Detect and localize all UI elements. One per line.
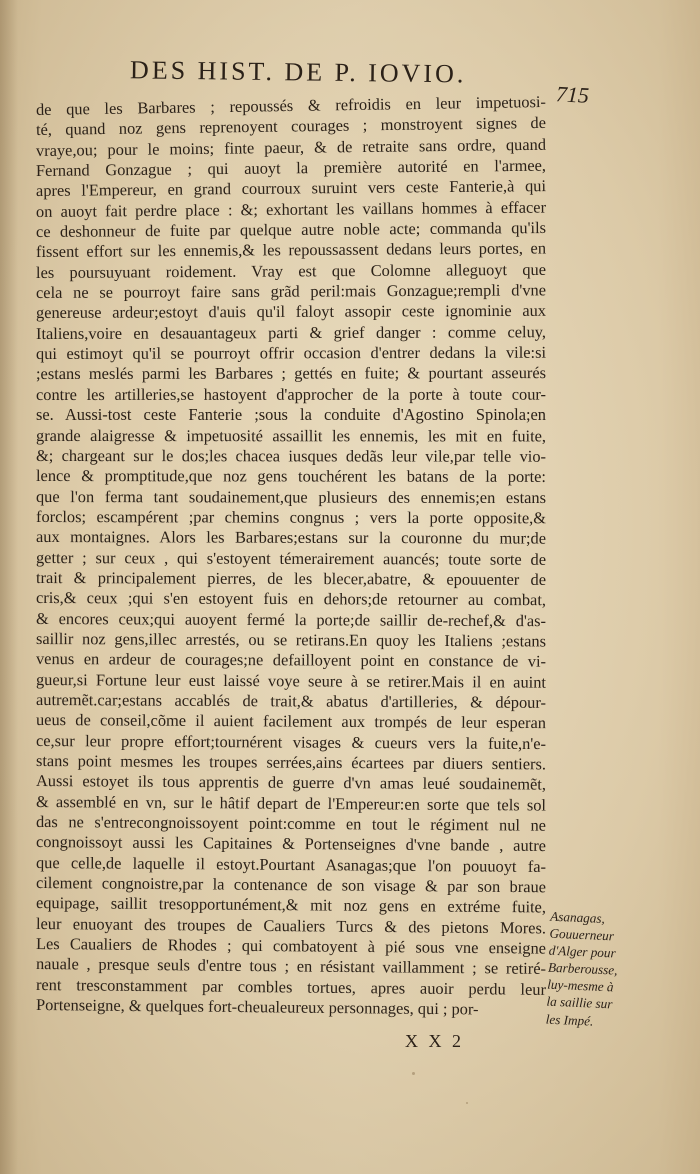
text-line: venus en ardeur de courages;ne defailloyent point en constance de vi- xyxy=(35,649,547,671)
text-line: ce,sur leur propre effort;tournérent visages & cueurs vers la fuite,n'e- xyxy=(35,730,547,753)
text-line: que l'on ferma tant soudainement,que plusieurs des ennemis;en estans xyxy=(35,486,547,507)
margin-note-line: Barberousse, xyxy=(547,959,618,978)
body-text xyxy=(35,91,547,1019)
text-line: Aussi estoyet ils tous apprentis de guerre d'vn amas leué soudainemẽt, xyxy=(35,771,547,794)
text-line: Portenseigne, & quelques fort-cheualeureux personnages, qui ; por- xyxy=(35,995,479,1019)
text-line: das ne s'entrecongnoissoyent point:comme en tout le régiment nul ne xyxy=(35,812,547,835)
text-line: Fernand Gonzague ; qui auoyt la première autorité en l'armee, xyxy=(35,155,547,181)
binding-gutter xyxy=(0,0,18,1174)
paper-speck xyxy=(466,1102,468,1104)
text-line: Italiens,voire en desauantageux parti & grief danger : comme celuy, xyxy=(35,322,547,343)
text-line: que celle,de laquelle il estoyt.Pourtant Asanagas;que l'on pouuoyt fa- xyxy=(35,852,547,876)
text-line: genereuse ardeur;estoyt d'auis qu'il faloyt assopir ceste ignominie aux xyxy=(35,301,547,323)
margin-note-line: d'Alger pour xyxy=(548,942,617,961)
margin-note-line: Gouuerneur xyxy=(549,925,615,944)
text-line: autremẽt.car;estans accablés de trait,& abatus d'artilleries, & dépour- xyxy=(35,689,547,712)
margin-note xyxy=(545,908,660,1032)
running-head: DES HIST. DE P. IOVIO. xyxy=(129,55,467,89)
text-line: grande alaigresse & impetuosité assaillit les ennemis, les mit en fuite, xyxy=(35,425,547,445)
page-number: 715 xyxy=(555,81,590,108)
text-line: cilement congnoistre,par la contenance de son visage & par son braue xyxy=(35,873,547,897)
text-line: trait & principalement pierres, de les blecer,abatre, & epouuenter de xyxy=(35,567,547,589)
text-line: ce deshonneur de fuite par quelque autre noble acte; commanda qu'ils xyxy=(35,218,547,242)
text-line: contre les artilleries,se hastoyent d'approcher de la porte à toute cour- xyxy=(35,384,547,404)
text-line: ;estans meslés parmi les Barbares ; gettés en fuite; & pourtant asseurés xyxy=(35,363,547,384)
text-line: equipage, saillit tresopportunément,& mit noz gens en extréme fuite, xyxy=(35,893,547,917)
text-line: ueus de conseil,cõme il auient facilement aux trompés de leur esperan xyxy=(35,710,547,733)
text-line: té, quand noz gens reprenoyent courages ; monstroyent signes de xyxy=(35,113,547,140)
margin-note-line: luy-mesme à xyxy=(546,976,614,995)
paper-speck xyxy=(412,1072,415,1075)
text-line: leur enuoyant des troupes de Caualiers Turcs & des pietons Mores. xyxy=(35,913,547,938)
text-line: forclos; escampérent ;par chemins congnus ; vers la porte opposite,& xyxy=(35,506,547,528)
text-line: gueur,si Fortune leur eust laissé voye seure à se retirer.Mais il en auint xyxy=(35,669,547,692)
text-line: cris,& ceux ;qui s'en estoyent fuis en dehors;de retourner au combat, xyxy=(35,588,547,610)
margin-note-line: la saillie sur xyxy=(546,994,613,1012)
text-line: apres l'Empereur, en grand courroux suruint vers ceste Fanterie,à qui xyxy=(35,176,547,201)
text-line: cela ne se pourroyt faire sans grãd peril:mais Gonzague;rempli d'vne xyxy=(35,280,547,303)
margin-note-line: Asanagas, xyxy=(549,908,606,927)
text-line: & assemblé en vn, sur le hâtif depart de l'Empereur:en sorte que tels sol xyxy=(35,791,547,815)
text-line: & encores ceux;qui auoyent fermé la porte;de saillir de-rechef,& d'as- xyxy=(35,608,547,630)
text-line: aux montaignes. Alors les Barbares;estans sur la couronne du mur;de xyxy=(35,527,547,548)
text-line: on auoyt fait perdre place : &; exhortant les vaillans hommes à effacer xyxy=(35,197,547,221)
text-line: getter ; sur ceux , qui s'estoyent témerairement auancés; toute sorte de xyxy=(35,547,547,569)
text-line: saillir noz gens,illec arrestés, ou se retirans.En quoy les Italiens ;estans xyxy=(35,628,547,651)
text-line: congnoissoyt aussi les Capitaines & Portenseignes d'vne bande , autre xyxy=(35,832,547,856)
text-line: les poursuyuant roidement. Vray est que Colomne alleguoyt que xyxy=(35,259,547,282)
text-line: stans point mesmes les troupes serrées,ains écartees par diuers sentiers. xyxy=(35,751,547,774)
text-line: se. Aussi-tost ceste Fanterie ;sous la conduite d'Agostino Spinola;en xyxy=(36,405,546,425)
text-line: de que les Barbares ; repoussés & refroidis en leur impetuosi- xyxy=(35,91,547,119)
text-line: nauale , presque seuls d'entre tous ; en résistant vaillamment ; se retiré- xyxy=(35,954,547,979)
text-line: fissent effort sur les ennemis,& les repoussassent dedans leurs portes, en xyxy=(35,238,547,262)
text-line: rent tresconstamment par combles tortues, apres auoir perdu leur xyxy=(35,974,547,999)
text-line: Les Caualiers de Rhodes ; qui combatoyent à pié sous vne enseigne xyxy=(35,934,547,958)
margin-note-line: les Impé. xyxy=(545,1011,594,1029)
text-line: &; chargeant sur le dos;les chacea iusques dedãs leur vile,par telle vio- xyxy=(35,445,547,466)
text-line: lence & promptitude,que noz gens touchérent les batans de la porte: xyxy=(35,466,547,487)
text-line: vraye,ou; pour le moins; finte paeur, & de retraite sans ordre, quand xyxy=(35,134,547,160)
text-line: qui estimoyt qu'il se pourroyt offrir occasion d'entrer dedans la vile:si xyxy=(35,342,547,364)
signature-mark: X X 2 xyxy=(405,1031,464,1051)
